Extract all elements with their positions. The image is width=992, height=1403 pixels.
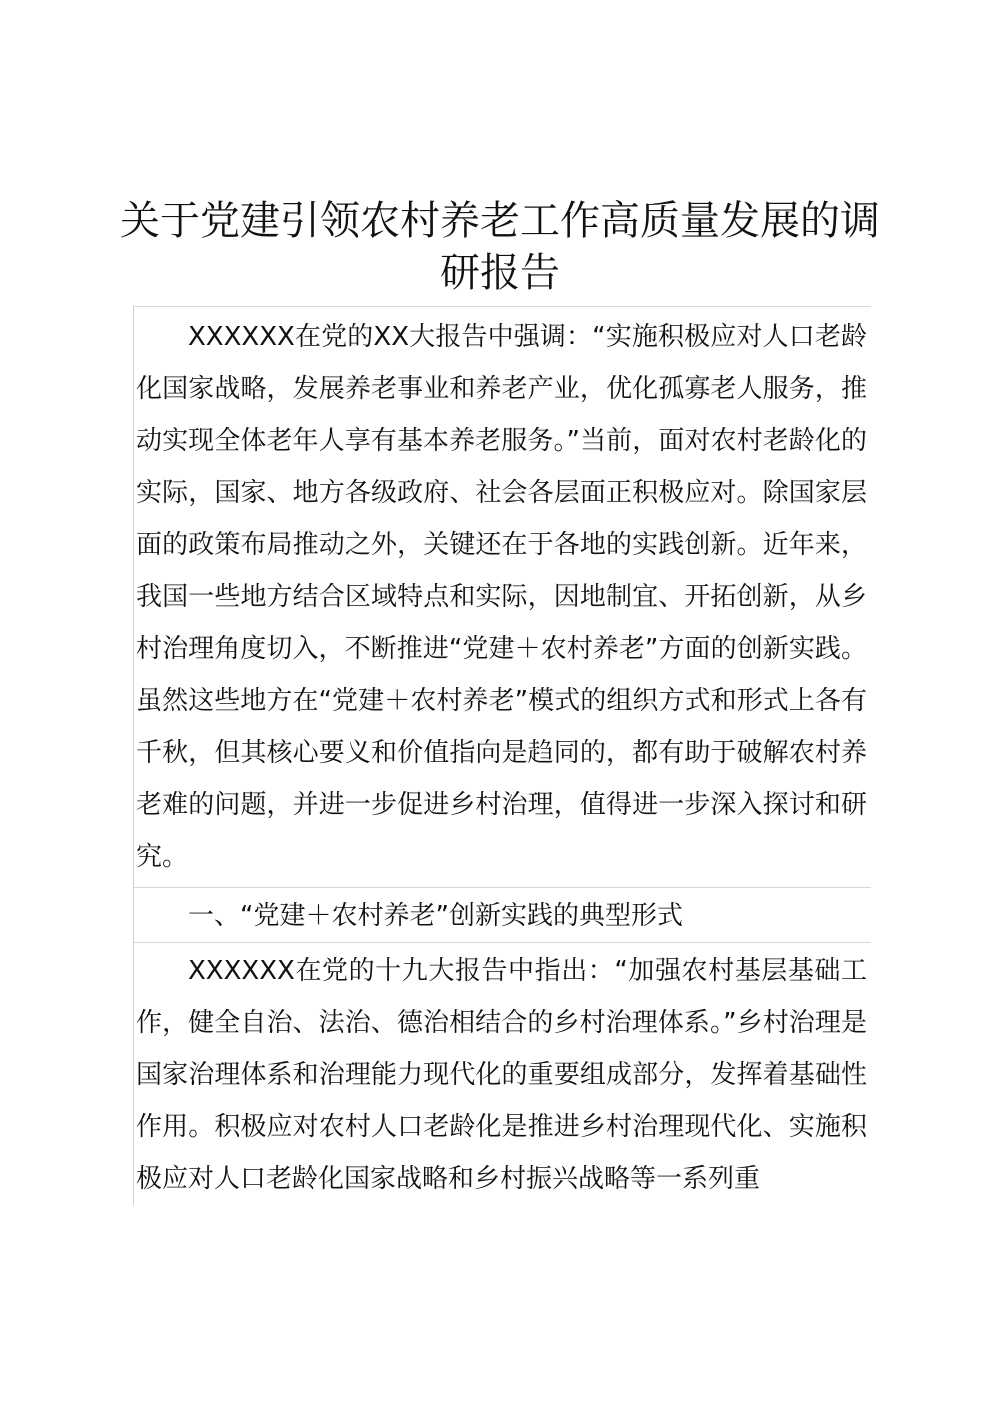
section-heading-block <box>134 887 871 942</box>
intro-block <box>134 306 871 887</box>
document-body <box>133 306 871 1205</box>
document-title: 关于党建引领农村养老工作高质量发展的调研报告 <box>120 197 880 296</box>
section-heading: 一、“党建＋农村养老”创新实践的典型形式 <box>188 901 683 931</box>
section-paragraph: XXXXXX在党的十九大报告中指出：“加强农村基层基础工作，健全自治、法治、德治相结合的乡村治理体系。”乡村治理是国家治理体系和治理能力现代化的重要组成部分，发挥着基础性作用。积极应对农村人口老龄化是推进乡村治理现代化、实施积极应对人口老龄化国家战略和乡村振兴战略等一系列重 <box>136 956 867 1194</box>
section-body-block <box>134 942 871 1205</box>
intro-paragraph: XXXXXX在党的XX大报告中强调：“实施积极应对人口老龄化国家战略，发展养老事业和养老产业，优化孤寡老人服务，推动实现全体老年人享有基本养老服务。”当前，面对农村老龄化的实际，国家、地方各级政府、社会各层面正积极应对。除国家层面的政策布局推动之外，关键还在于各地的实践创新。近年来，我国一些地方结合区域特点和实际，因地制宜、开拓创新，从乡村治理角度切入，不断推进“党建＋农村养老”方面的创新实践。虽然这些地方在“党建＋农村养老”模式的组织方式和形式上各有千秋，但其核心要义和价值指向是趋同的，都有助于破解农村养老难的问题，并进一步促进乡村治理，值得进一步深入探讨和研究。 <box>136 322 867 872</box>
